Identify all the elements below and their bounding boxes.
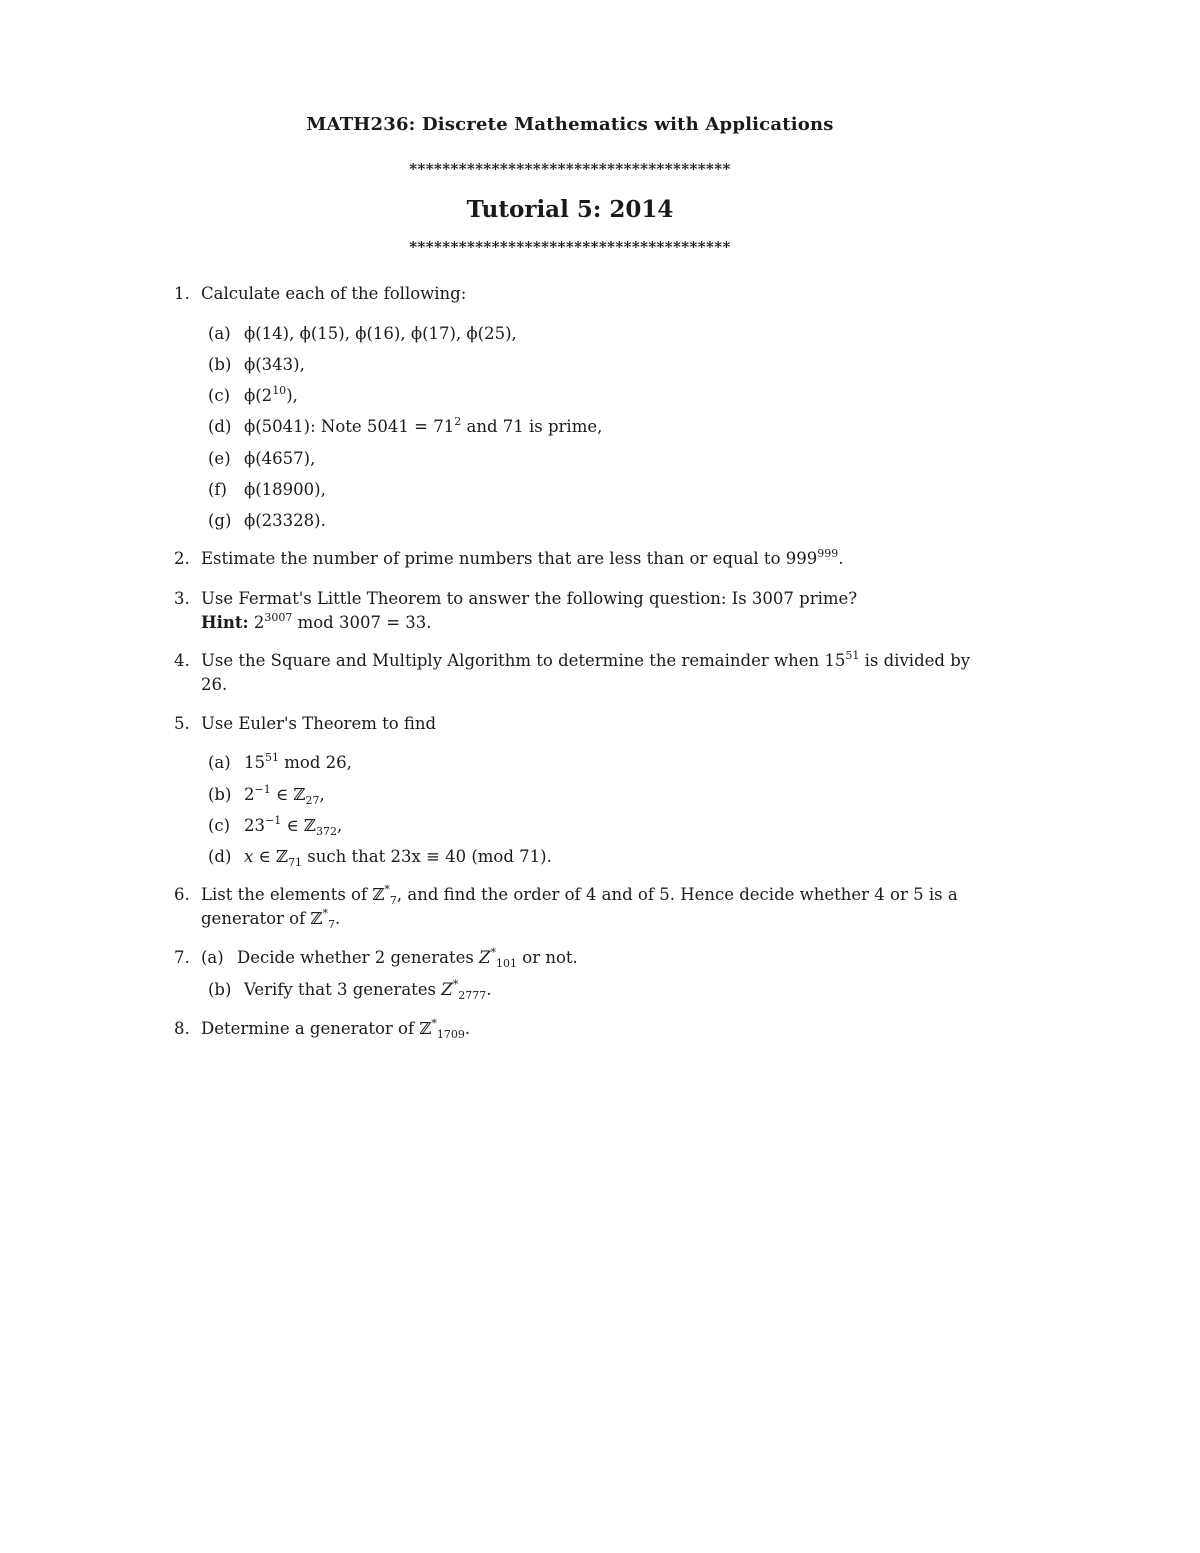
exponent: 999 (817, 547, 839, 560)
item-label: (c) (208, 386, 231, 405)
item-text: ϕ(18900), (244, 480, 326, 499)
item-text: ϕ(14), ϕ(15), ϕ(16), ϕ(17), ϕ(25), (244, 324, 517, 343)
item-label: (g) (208, 511, 232, 530)
exponent: 51 (265, 751, 279, 764)
subscript: 2777 (458, 989, 487, 1002)
question-text-end: . (838, 549, 844, 568)
question-number: 5. (174, 714, 190, 733)
item-text: ϕ(23328). (244, 511, 326, 530)
question-number: 4. (174, 651, 190, 670)
superscript: * (490, 946, 497, 959)
question-5c (208, 814, 342, 838)
item-text-end: , (336, 816, 343, 835)
exponent: 3007 (264, 611, 293, 624)
item-text: 15 (244, 753, 265, 772)
question-number: 7. (174, 948, 190, 967)
exponent: −1 (254, 783, 271, 796)
course-title: MATH236: Discrete Mathematics with Applications (306, 114, 834, 135)
question-5 (174, 712, 436, 736)
item-label: (b) (208, 785, 232, 804)
item-text-end: such that 23x ≡ 40 (mod 71). (302, 847, 552, 866)
subscript: 372 (315, 825, 337, 838)
question-6 (174, 883, 958, 907)
item-label: (d) (208, 417, 232, 436)
variable: x (244, 847, 254, 866)
item-label: (a) (208, 753, 231, 772)
item-label: (f) (208, 480, 227, 499)
subscript: 7 (327, 918, 335, 931)
exponent: 2 (454, 415, 462, 428)
hint-label: Hint: (201, 613, 249, 632)
subscript: 27 (305, 794, 320, 807)
question-text-end: , and find the order of 4 and of 5. Hence decide whether 4 or 5 is a (396, 885, 958, 904)
set-symbol: ∈ ℤ (253, 847, 289, 866)
question-1c (208, 384, 298, 408)
question-1d (208, 415, 602, 439)
item-label: (e) (208, 449, 231, 468)
exponent: 51 (845, 649, 860, 662)
question-text: Determine a generator of ℤ (201, 1019, 432, 1038)
item-text-end: mod 26, (279, 753, 352, 772)
exponent: 10 (272, 384, 287, 397)
item-label: (c) (208, 816, 231, 835)
question-1 (174, 282, 466, 306)
question-text-end: . (334, 909, 341, 928)
question-6-line2 (174, 907, 340, 931)
question-number: 6. (174, 885, 190, 904)
question-text: Use Fermat's Little Theorem to answer the following question: Is 3007 prime? (201, 589, 858, 608)
question-text-end: . (464, 1019, 471, 1038)
question-text: Use Euler's Theorem to find (201, 714, 437, 733)
question-7b (208, 978, 492, 1002)
question-1e (208, 447, 315, 471)
superscript: * (322, 907, 328, 920)
subscript: 101 (496, 957, 518, 970)
star-divider-bottom: *************************************** (409, 238, 731, 256)
star-divider-top: *************************************** (409, 160, 731, 178)
item-text: ϕ(4657), (244, 449, 316, 468)
item-text: ϕ(5041): Note 5041 = 71 (244, 417, 455, 436)
question-7 (174, 946, 578, 970)
hint-text-end: mod 3007 = 33. (292, 613, 432, 632)
question-4-line2 (174, 673, 227, 697)
question-text: List the elements of ℤ (201, 885, 385, 904)
subscript: 1709 (436, 1028, 465, 1041)
item-label: (b) (208, 980, 232, 999)
item-text: 2 (244, 785, 255, 804)
group-symbol: Z (441, 980, 453, 999)
superscript: * (452, 978, 459, 991)
item-label: (a) (208, 324, 231, 343)
item-text-end: , (319, 785, 325, 804)
item-text: ϕ(343), (244, 355, 305, 374)
question-number: 8. (174, 1019, 190, 1038)
superscript: * (384, 883, 390, 896)
item-text: ϕ(2 (244, 386, 273, 405)
item-text: Verify that 3 generates (244, 980, 442, 999)
question-3 (174, 587, 857, 611)
question-8 (174, 1017, 470, 1041)
set-symbol: ∈ ℤ (281, 816, 316, 835)
question-number: 1. (174, 284, 190, 303)
item-text-end: and 71 is prime, (461, 417, 603, 436)
question-text: generator of ℤ (201, 909, 323, 928)
item-label: (a) (201, 948, 224, 967)
question-5b (208, 783, 325, 807)
question-1b (208, 353, 305, 377)
question-number: 2. (174, 549, 190, 568)
question-1f (208, 478, 326, 502)
group-symbol: Z (479, 948, 491, 967)
exponent: −1 (265, 814, 282, 827)
question-4 (174, 649, 970, 673)
question-5d (208, 845, 552, 869)
item-text-end: or not. (517, 948, 578, 967)
question-text: Use the Square and Multiply Algorithm to determine the remainder when 15 (201, 651, 846, 670)
subscript: 71 (288, 856, 303, 869)
question-text-end: is divided by (859, 651, 971, 670)
question-text: 26. (201, 675, 228, 694)
item-label: (b) (208, 355, 232, 374)
item-text-end: ), (286, 386, 298, 405)
item-label: (d) (208, 847, 232, 866)
set-symbol: ∈ ℤ (270, 785, 306, 804)
subscript: 7 (389, 894, 397, 907)
question-text: Estimate the number of prime numbers that are less than or equal to 999 (201, 549, 818, 568)
item-text-end: . (486, 980, 492, 999)
item-text: 23 (244, 816, 265, 835)
question-3-hint (174, 611, 432, 635)
question-1a (208, 322, 517, 346)
question-2 (174, 547, 844, 571)
question-5a (208, 751, 352, 775)
hint-text: 2 (248, 613, 265, 632)
question-1g (208, 509, 326, 533)
item-text: Decide whether 2 generates (237, 948, 480, 967)
question-text: Calculate each of the following: (201, 284, 467, 303)
superscript: * (431, 1017, 437, 1030)
question-number: 3. (174, 589, 190, 608)
tutorial-title: Tutorial 5: 2014 (466, 196, 674, 223)
